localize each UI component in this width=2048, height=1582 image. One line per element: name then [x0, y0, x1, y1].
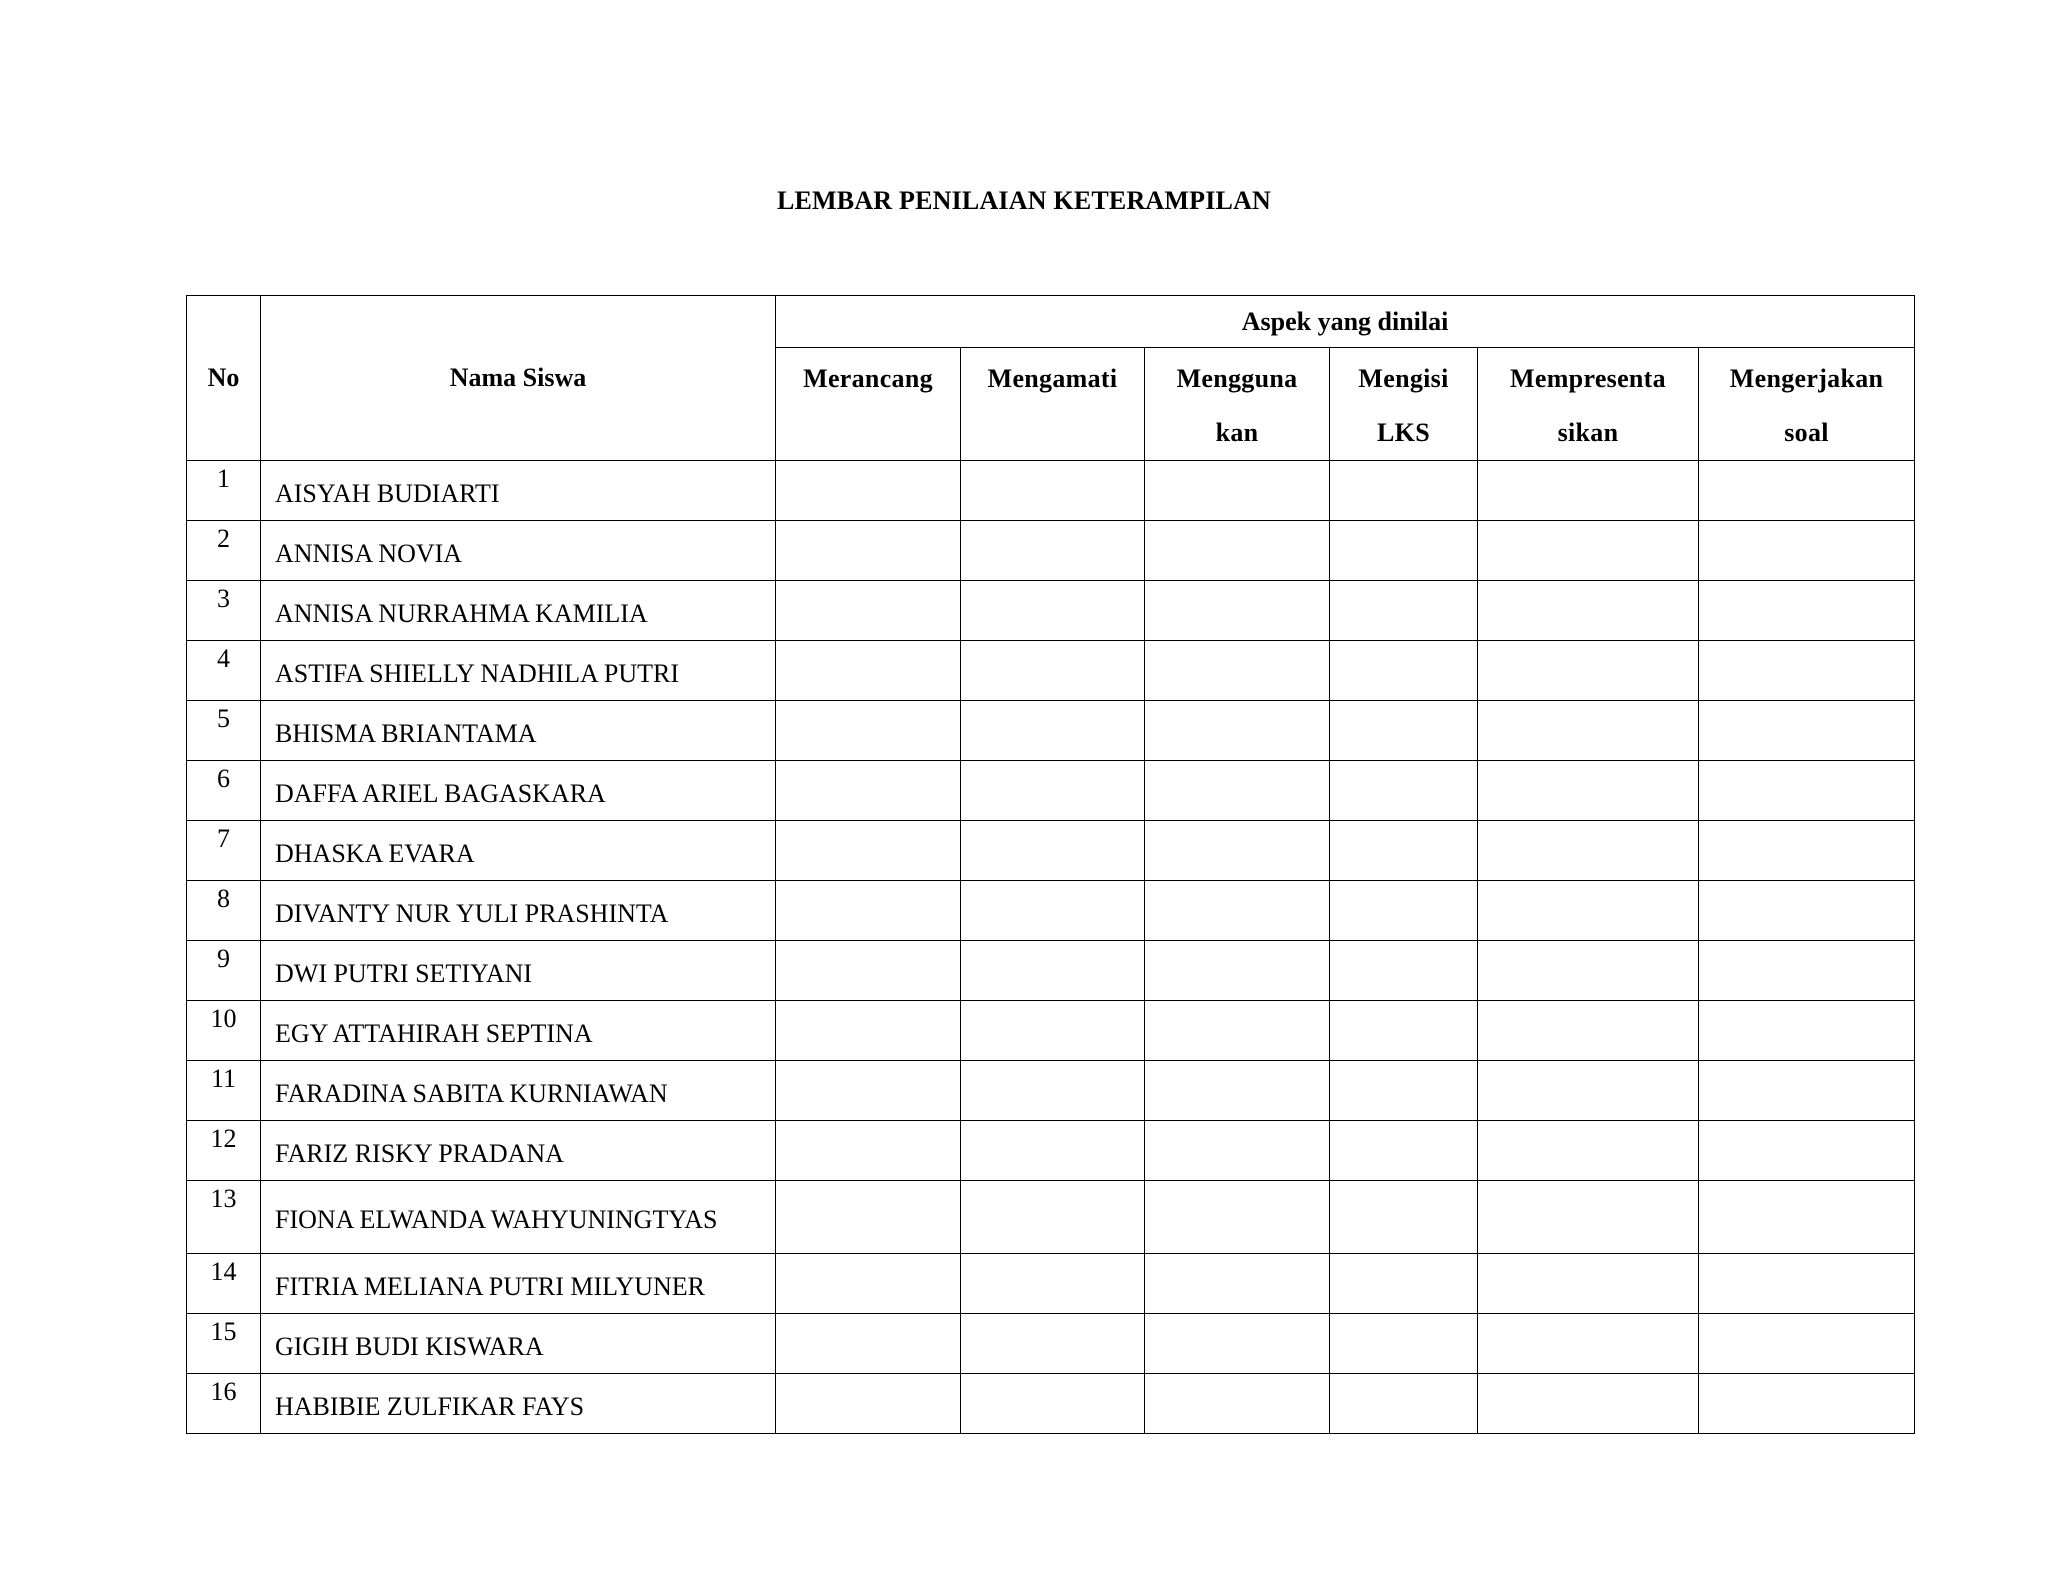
row-number: 2	[187, 521, 261, 581]
student-name: FIONA ELWANDA WAHYUNINGTYAS	[261, 1181, 776, 1254]
aspect-label-line1: Mengisi	[1358, 364, 1449, 393]
score-cell[interactable]	[776, 1374, 961, 1434]
score-cell[interactable]	[1699, 521, 1915, 581]
table-row	[187, 581, 1915, 641]
aspect-label-line2: sikan	[1557, 418, 1619, 447]
score-cell[interactable]	[1699, 821, 1915, 881]
score-cell[interactable]	[1478, 641, 1699, 701]
score-cell[interactable]	[1145, 1181, 1330, 1254]
table-row	[187, 821, 1915, 881]
aspect-label-line1: Mempresenta	[1510, 364, 1666, 393]
score-cell[interactable]	[1330, 1314, 1478, 1374]
table-row	[187, 521, 1915, 581]
row-number: 11	[187, 1061, 261, 1121]
score-cell[interactable]	[1145, 1254, 1330, 1314]
score-cell[interactable]	[961, 1374, 1145, 1434]
student-name: DHASKA EVARA	[261, 821, 776, 881]
score-cell[interactable]	[1330, 641, 1478, 701]
score-cell[interactable]	[1699, 1254, 1915, 1314]
score-cell[interactable]	[776, 1254, 961, 1314]
table-row	[187, 641, 1915, 701]
aspect-label-line2: kan	[1215, 418, 1259, 447]
row-number: 12	[187, 1121, 261, 1181]
header-student-name: Nama Siswa	[261, 296, 776, 461]
score-cell[interactable]	[776, 821, 961, 881]
row-number: 3	[187, 581, 261, 641]
score-cell[interactable]	[961, 461, 1145, 521]
row-number: 10	[187, 1001, 261, 1061]
score-cell[interactable]	[1478, 1314, 1699, 1374]
header-aspect-3	[1330, 348, 1478, 461]
header-aspect-4	[1478, 348, 1699, 461]
table-row	[187, 881, 1915, 941]
score-cell[interactable]	[1145, 1121, 1330, 1181]
score-cell[interactable]	[961, 641, 1145, 701]
score-cell[interactable]	[1145, 701, 1330, 761]
score-cell[interactable]	[1699, 1314, 1915, 1374]
score-cell[interactable]	[776, 941, 961, 1001]
score-cell[interactable]	[961, 1121, 1145, 1181]
score-cell[interactable]	[1145, 461, 1330, 521]
score-cell[interactable]	[961, 581, 1145, 641]
header-no: No	[187, 296, 261, 461]
score-cell[interactable]	[1478, 1374, 1699, 1434]
row-number: 15	[187, 1314, 261, 1374]
score-cell[interactable]	[1478, 1061, 1699, 1121]
score-cell[interactable]	[776, 1001, 961, 1061]
document-title: LEMBAR PENILAIAN KETERAMPILAN	[776, 186, 1272, 215]
table-row	[187, 941, 1915, 1001]
score-cell[interactable]	[961, 701, 1145, 761]
score-cell[interactable]	[1330, 521, 1478, 581]
score-cell[interactable]	[1699, 701, 1915, 761]
row-number: 5	[187, 701, 261, 761]
score-cell[interactable]	[961, 941, 1145, 1001]
score-cell[interactable]	[1330, 1001, 1478, 1061]
table-row	[187, 1374, 1915, 1434]
table-body	[187, 461, 1915, 1434]
score-cell[interactable]	[776, 1061, 961, 1121]
row-number: 6	[187, 761, 261, 821]
student-name: ANNISA NURRAHMA KAMILIA	[261, 581, 776, 641]
header-assessed-aspects: Aspek yang dinilai	[776, 296, 1915, 348]
row-number: 14	[187, 1254, 261, 1314]
score-cell[interactable]	[1699, 1181, 1915, 1254]
score-cell[interactable]	[961, 1001, 1145, 1061]
student-name: ANNISA NOVIA	[261, 521, 776, 581]
row-number: 7	[187, 821, 261, 881]
student-name: DIVANTY NUR YULI PRASHINTA	[261, 881, 776, 941]
row-number: 4	[187, 641, 261, 701]
score-cell[interactable]	[1330, 1061, 1478, 1121]
score-cell[interactable]	[1330, 941, 1478, 1001]
table-row	[187, 461, 1915, 521]
score-cell[interactable]	[1699, 761, 1915, 821]
student-name: DWI PUTRI SETIYANI	[261, 941, 776, 1001]
score-cell[interactable]	[1330, 1121, 1478, 1181]
aspect-label-line1: Mengerjakan	[1729, 364, 1884, 393]
score-cell[interactable]	[1699, 1374, 1915, 1434]
student-name: HABIBIE ZULFIKAR FAYS	[261, 1374, 776, 1434]
student-name: EGY ATTAHIRAH SEPTINA	[261, 1001, 776, 1061]
score-cell[interactable]	[1330, 1181, 1478, 1254]
student-name: FITRIA MELIANA PUTRI MILYUNER	[261, 1254, 776, 1314]
score-cell[interactable]	[961, 821, 1145, 881]
aspect-label-line2: LKS	[1377, 418, 1430, 447]
table-row	[187, 1181, 1915, 1254]
header-row-top	[187, 296, 1915, 348]
score-cell[interactable]	[1478, 461, 1699, 521]
header-aspect-0	[776, 348, 961, 461]
table-row	[187, 1061, 1915, 1121]
row-number: 8	[187, 881, 261, 941]
aspect-label-line1: Mengamati	[987, 364, 1118, 393]
score-cell[interactable]	[1145, 881, 1330, 941]
assessment-table	[186, 295, 1915, 1434]
table-row	[187, 1254, 1915, 1314]
score-cell[interactable]	[961, 881, 1145, 941]
score-cell[interactable]	[776, 1181, 961, 1254]
score-cell[interactable]	[1330, 461, 1478, 521]
score-cell[interactable]	[1145, 641, 1330, 701]
score-cell[interactable]	[1699, 1061, 1915, 1121]
table-row	[187, 761, 1915, 821]
score-cell[interactable]	[1478, 821, 1699, 881]
score-cell[interactable]	[776, 581, 961, 641]
score-cell[interactable]	[1330, 821, 1478, 881]
aspect-label-line1: Merancang	[803, 364, 933, 393]
score-cell[interactable]	[1699, 461, 1915, 521]
student-name: ASTIFA SHIELLY NADHILA PUTRI	[261, 641, 776, 701]
score-cell[interactable]	[1478, 1254, 1699, 1314]
score-cell[interactable]	[1699, 641, 1915, 701]
score-cell[interactable]	[1145, 1001, 1330, 1061]
score-cell[interactable]	[776, 521, 961, 581]
score-cell[interactable]	[1330, 701, 1478, 761]
score-cell[interactable]	[1478, 521, 1699, 581]
score-cell[interactable]	[776, 1121, 961, 1181]
row-number: 16	[187, 1374, 261, 1434]
score-cell[interactable]	[1478, 1181, 1699, 1254]
score-cell[interactable]	[1478, 881, 1699, 941]
row-number: 9	[187, 941, 261, 1001]
score-cell[interactable]	[961, 1061, 1145, 1121]
score-cell[interactable]	[1145, 1374, 1330, 1434]
score-cell[interactable]	[1330, 881, 1478, 941]
score-cell[interactable]	[1478, 581, 1699, 641]
student-name: GIGIH BUDI KISWARA	[261, 1314, 776, 1374]
score-cell[interactable]	[961, 761, 1145, 821]
score-cell[interactable]	[1478, 701, 1699, 761]
score-cell[interactable]	[1699, 1121, 1915, 1181]
score-cell[interactable]	[1330, 581, 1478, 641]
score-cell[interactable]	[1145, 1314, 1330, 1374]
score-cell[interactable]	[1699, 941, 1915, 1001]
header-aspect-2	[1145, 348, 1330, 461]
score-cell[interactable]	[961, 1181, 1145, 1254]
score-cell[interactable]	[776, 641, 961, 701]
student-name: BHISMA BRIANTAMA	[261, 701, 776, 761]
row-number: 13	[187, 1181, 261, 1254]
table-row	[187, 1001, 1915, 1061]
score-cell[interactable]	[776, 461, 961, 521]
score-cell[interactable]	[1699, 581, 1915, 641]
student-name: FARADINA SABITA KURNIAWAN	[261, 1061, 776, 1121]
score-cell[interactable]	[1145, 941, 1330, 1001]
score-cell[interactable]	[961, 1254, 1145, 1314]
score-cell[interactable]	[961, 521, 1145, 581]
score-cell[interactable]	[1699, 1001, 1915, 1061]
student-name: DAFFA ARIEL BAGASKARA	[261, 761, 776, 821]
score-cell[interactable]	[1330, 761, 1478, 821]
score-cell[interactable]	[776, 761, 961, 821]
row-number: 1	[187, 461, 261, 521]
score-cell[interactable]	[1330, 1254, 1478, 1314]
score-cell[interactable]	[1145, 521, 1330, 581]
score-cell[interactable]	[1145, 761, 1330, 821]
score-cell[interactable]	[1478, 941, 1699, 1001]
aspect-label-line1: Mengguna	[1176, 364, 1298, 393]
table-row	[187, 1121, 1915, 1181]
score-cell[interactable]	[1145, 1061, 1330, 1121]
aspect-label-line2: soal	[1784, 418, 1829, 447]
score-cell[interactable]	[776, 881, 961, 941]
student-name: FARIZ RISKY PRADANA	[261, 1121, 776, 1181]
score-cell[interactable]	[1145, 581, 1330, 641]
score-cell[interactable]	[1699, 881, 1915, 941]
header-aspect-1	[961, 348, 1145, 461]
score-cell[interactable]	[1330, 1374, 1478, 1434]
score-cell[interactable]	[1478, 761, 1699, 821]
table-row	[187, 1314, 1915, 1374]
score-cell[interactable]	[776, 1314, 961, 1374]
student-name: AISYAH BUDIARTI	[261, 461, 776, 521]
score-cell[interactable]	[776, 701, 961, 761]
header-aspect-5	[1699, 348, 1915, 461]
score-cell[interactable]	[1478, 1121, 1699, 1181]
table-row	[187, 701, 1915, 761]
score-cell[interactable]	[1145, 821, 1330, 881]
score-cell[interactable]	[961, 1314, 1145, 1374]
score-cell[interactable]	[1478, 1001, 1699, 1061]
